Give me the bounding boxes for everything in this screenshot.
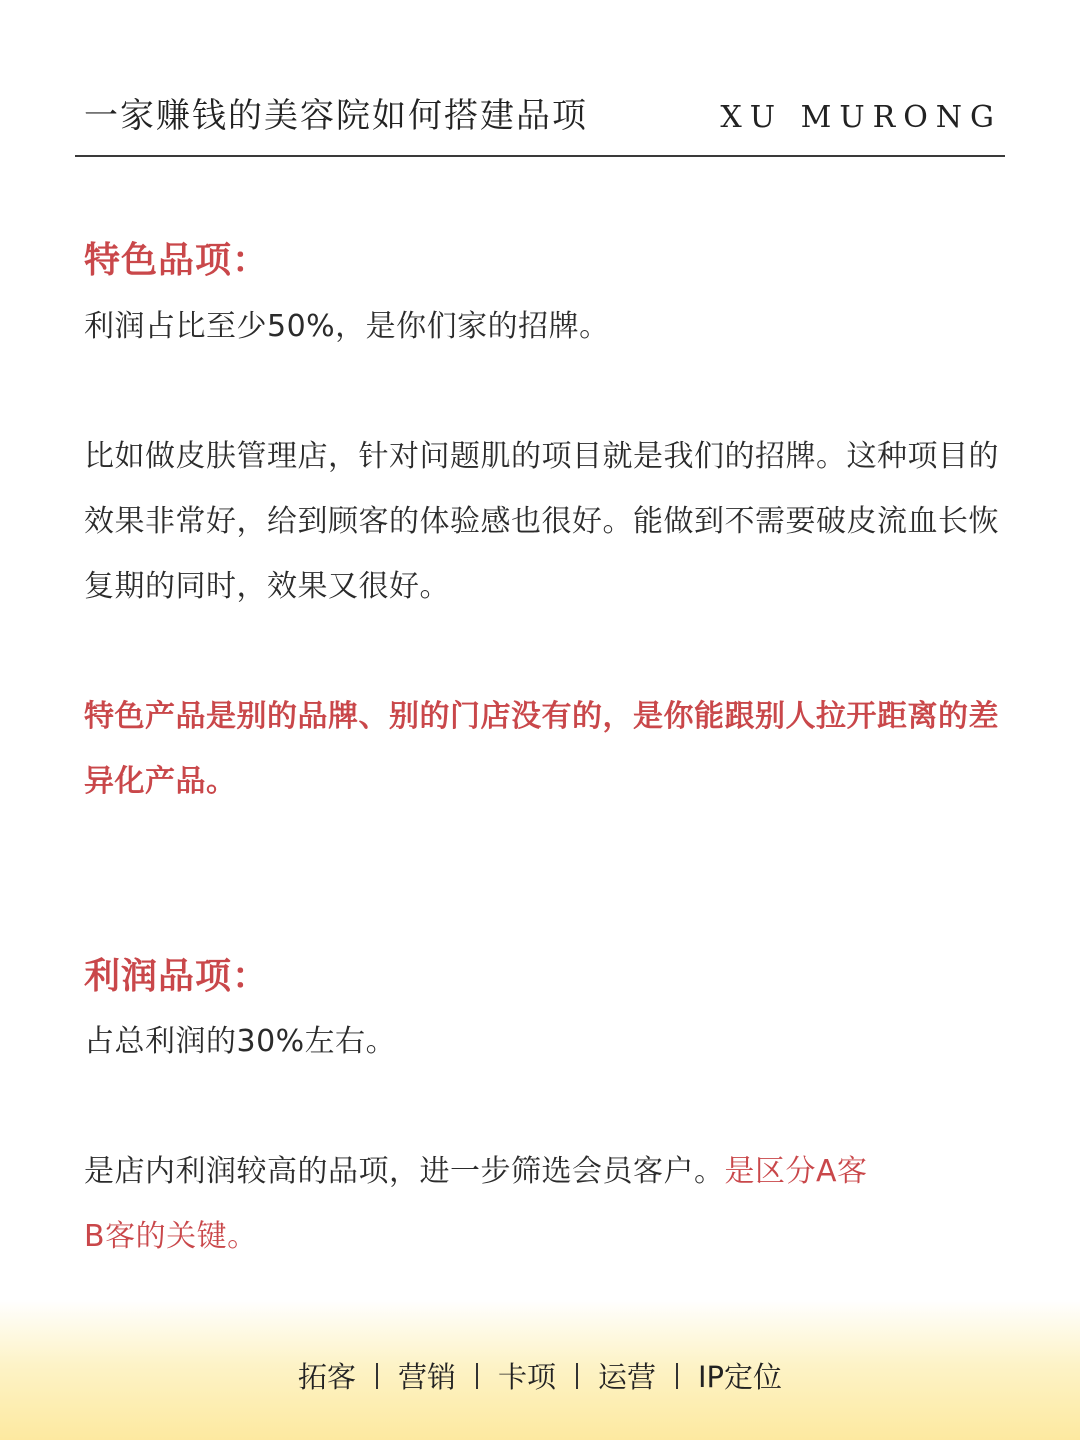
footer-separator: [476, 1363, 478, 1389]
footer-separator: [376, 1363, 378, 1389]
section-featured-paragraph: 比如做皮肤管理店，针对问题肌的项目就是我们的招牌。这种项目的效果非常好，给到顾客的体验感也很好。能做到不需要破皮流血长恢复期的同时，效果又很好。: [84, 439, 999, 604]
section-heading-profit: 利润品项：: [84, 956, 270, 997]
section-featured-highlight: 特色产品是别的品牌、别的门店没有的，是你能跟别人拉开距离的差异化产品。: [84, 699, 999, 799]
brand-name: XU MURONG: [720, 100, 1002, 135]
section-featured-intro: 利润占比至少50%，是你们家的招牌。: [84, 309, 610, 344]
footer-item-marketing: 营销: [397, 1360, 456, 1394]
section-profit-paragraph-plain: 是店内利润较高的品项，进一步筛选会员客户。: [84, 1154, 725, 1189]
section-heading-featured: 特色品项：: [84, 240, 270, 281]
footer-item-cards: 卡项: [497, 1360, 556, 1394]
footer-nav: [0, 1355, 1080, 1396]
section-profit-paragraph-accent: 是区分A客B客的关键。: [84, 1154, 868, 1254]
header-divider: [75, 155, 1005, 157]
footer-item-ip-positioning: IP定位: [698, 1360, 783, 1394]
footer-item-operations: 运营: [597, 1360, 656, 1394]
footer-item-acquisition: 拓客: [297, 1360, 356, 1394]
section-profit-intro: 占总利润的30%左右。: [84, 1024, 397, 1059]
section-profit-paragraph: [84, 1139, 884, 1269]
footer-separator: [576, 1363, 578, 1389]
footer-separator: [676, 1363, 678, 1389]
page-title: 一家赚钱的美容院如何搭建品项: [84, 96, 588, 136]
